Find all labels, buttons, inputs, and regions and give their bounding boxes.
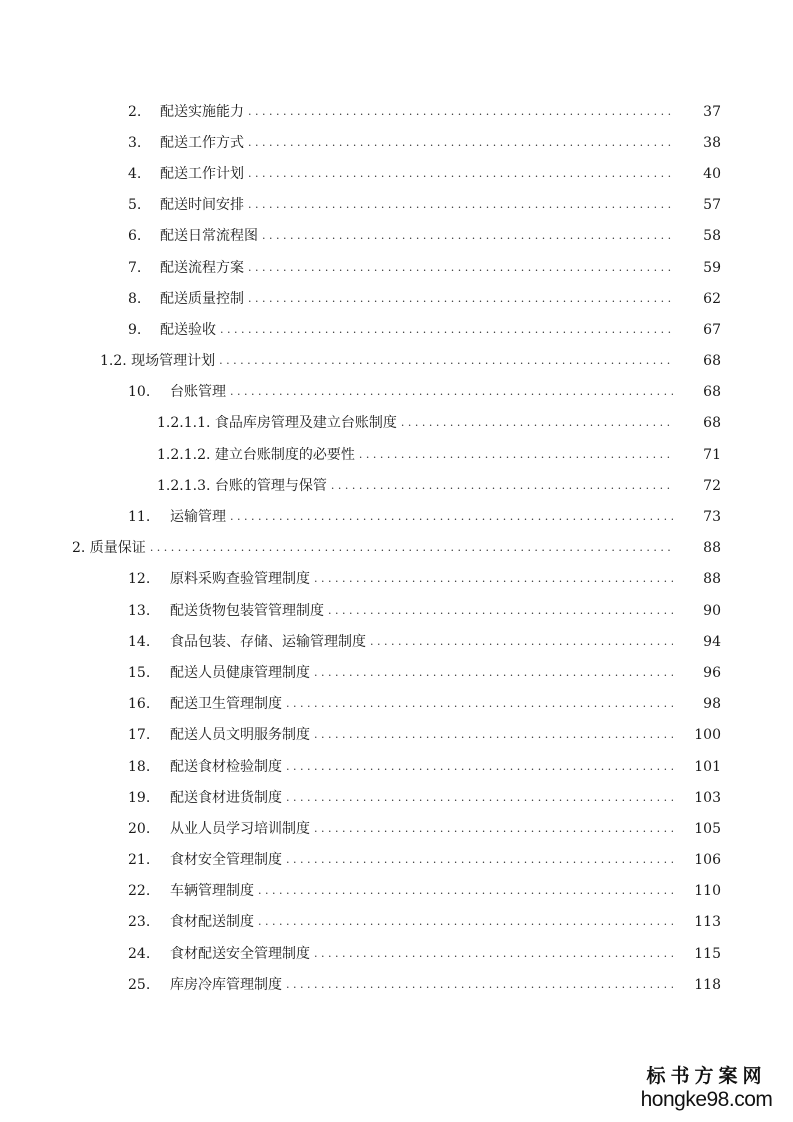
toc-entry-number: 10. [128,384,151,401]
toc-entry[interactable] [0,938,793,969]
toc-entry-page: 40 [703,165,721,182]
watermark-url: hongke98.com [640,1088,773,1111]
toc-entry-title: 配送验收 [160,321,216,338]
toc-entry-number: 22. [128,883,151,900]
toc-entry-page: 73 [703,509,721,526]
toc-entry-title: 库房冷库管理制度 [170,976,282,993]
toc-dot-leader [286,758,673,776]
toc-entry-number: 24. [128,945,151,962]
toc-dot-leader [248,134,673,152]
toc-entry-page: 113 [694,914,721,931]
toc-entry-number: 23. [128,914,151,931]
toc-entry-title: 配送食材进货制度 [170,789,282,806]
toc-entry[interactable] [0,626,793,657]
toc-entry-page: 68 [703,353,721,370]
toc-entry[interactable] [0,158,793,189]
toc-entry-number: 19. [128,789,151,806]
site-watermark [634,1064,779,1112]
toc-chapter-entry[interactable] [0,533,793,564]
toc-entry-page: 110 [694,883,721,900]
toc-subsection-entry[interactable] [0,408,793,439]
toc-entry-title: 1.2. 现场管理计划 [100,353,216,370]
toc-entry-page: 68 [703,384,721,401]
toc-entry-page: 88 [703,540,721,557]
toc-dot-leader [370,633,673,651]
toc-entry-title: 食材配送安全管理制度 [170,945,310,962]
toc-subsection-entry[interactable] [0,439,793,470]
toc-dot-leader [314,945,673,963]
toc-entry-number: 15. [128,664,151,681]
toc-entry[interactable] [0,564,793,595]
toc-entry[interactable] [0,314,793,345]
toc-dot-leader [248,103,673,121]
toc-dot-leader [286,695,673,713]
toc-entry-number: 20. [128,820,151,837]
toc-dot-leader [230,508,673,526]
toc-entry-title: 食品包装、存储、运输管理制度 [170,633,366,650]
toc-entry-page: 62 [703,290,721,307]
toc-entry-page: 59 [703,259,721,276]
watermark-site-name: 标书方案网 [646,1065,767,1087]
toc-entry-title: 配送工作方式 [160,134,244,151]
toc-dot-leader [401,414,673,432]
toc-entry-page: 90 [703,602,721,619]
toc-dot-leader [286,851,673,869]
toc-entry-number: 12. [128,571,151,588]
toc-entry-title: 1.2.1.1. 食品库房管理及建立台账制度 [157,415,397,432]
toc-entry-page: 67 [703,321,721,338]
toc-entry-title: 配送人员文明服务制度 [170,727,310,744]
toc-dot-leader [314,664,673,682]
toc-entry-page: 94 [703,633,721,650]
toc-dot-leader [262,227,673,245]
toc-entry[interactable] [0,96,793,127]
toc-entry-title: 1.2.1.2. 建立台账制度的必要性 [157,446,355,463]
toc-entry-number: 18. [128,758,151,775]
toc-entry-number: 7. [128,259,142,276]
toc-entry-number: 25. [128,976,151,993]
toc-dot-leader [230,383,673,401]
toc-entry-page: 71 [703,446,721,463]
toc-entry-title: 1.2.1.3. 台账的管理与保管 [157,477,327,494]
toc-entry[interactable] [0,377,793,408]
toc-entry-page: 96 [703,664,721,681]
toc-entry-number: 16. [128,696,151,713]
toc-entry-page: 101 [694,758,721,775]
toc-entry-title: 车辆管理制度 [170,883,254,900]
toc-entry-page: 37 [703,103,721,120]
toc-entry-page: 115 [694,945,721,962]
toc-entry-number: 8. [128,290,142,307]
toc-dot-leader [286,976,673,994]
toc-entry-title: 配送人员健康管理制度 [170,664,310,681]
toc-entry-title: 配送质量控制 [160,290,244,307]
toc-dot-leader [219,352,673,370]
toc-entry-page: 57 [703,197,721,214]
toc-entry[interactable] [0,813,793,844]
toc-entry[interactable] [0,689,793,720]
toc-entry-title: 配送日常流程图 [160,228,258,245]
toc-dot-leader [258,913,673,931]
toc-dot-leader [248,196,673,214]
toc-entry[interactable] [0,127,793,158]
toc-dot-leader [150,539,673,557]
table-of-contents [0,96,793,1000]
toc-entry-number: 9. [128,321,142,338]
toc-entry-title: 配送工作计划 [160,165,244,182]
toc-entry-number: 21. [128,852,151,869]
toc-entry-title: 配送卫生管理制度 [170,696,282,713]
toc-entry[interactable] [0,252,793,283]
toc-entry-number: 17. [128,727,151,744]
toc-entry-title: 运输管理 [170,509,226,526]
toc-entry[interactable] [0,595,793,626]
toc-entry-title: 配送流程方案 [160,259,244,276]
toc-dot-leader [286,789,673,807]
toc-dot-leader [359,446,673,464]
toc-entry[interactable] [0,782,793,813]
toc-dot-leader [328,602,673,620]
toc-entry-page: 72 [703,477,721,494]
toc-entry-number: 6. [128,228,142,245]
toc-entry-title: 台账管理 [170,384,226,401]
toc-entry[interactable] [0,221,793,252]
toc-dot-leader [314,570,673,588]
toc-section-entry[interactable] [0,346,793,377]
toc-entry-page: 106 [694,852,721,869]
toc-entry-title: 食材配送制度 [170,914,254,931]
toc-entry-number: 13. [128,602,151,619]
toc-entry-title: 食材安全管理制度 [170,852,282,869]
toc-entry-title: 从业人员学习培训制度 [170,820,310,837]
toc-entry-number: 4. [128,165,142,182]
toc-entry[interactable] [0,751,793,782]
toc-entry-page: 103 [694,789,721,806]
toc-entry-title: 配送食材检验制度 [170,758,282,775]
toc-entry[interactable] [0,720,793,751]
toc-entry-page: 38 [703,134,721,151]
toc-entry[interactable] [0,969,793,1000]
toc-entry-page: 58 [703,228,721,245]
toc-dot-leader [248,290,673,308]
toc-entry-page: 105 [694,820,721,837]
toc-entry[interactable] [0,907,793,938]
toc-dot-leader [220,321,673,339]
toc-entry[interactable] [0,876,793,907]
toc-entry[interactable] [0,283,793,314]
toc-dot-leader [331,477,673,495]
toc-subsection-entry[interactable] [0,470,793,501]
toc-entry-title: 配送时间安排 [160,197,244,214]
toc-entry-number: 5. [128,197,142,214]
toc-entry[interactable] [0,845,793,876]
toc-entry-number: 2. [128,103,142,120]
toc-entry-page: 68 [703,415,721,432]
toc-entry[interactable] [0,501,793,532]
toc-entry-title: 配送实施能力 [160,103,244,120]
toc-entry-number: 11. [128,509,151,526]
toc-entry-title: 原料采购查验管理制度 [170,571,310,588]
toc-entry-page: 100 [694,727,721,744]
toc-dot-leader [248,165,673,183]
toc-entry-page: 98 [703,696,721,713]
toc-entry-number: 14. [128,633,151,650]
toc-entry-number: 3. [128,134,142,151]
toc-entry-page: 88 [703,571,721,588]
toc-dot-leader [248,259,673,277]
toc-entry-page: 118 [694,976,721,993]
toc-entry-title: 2. 质量保证 [72,540,146,557]
toc-entry-title: 配送货物包装管管理制度 [170,602,324,619]
toc-entry[interactable] [0,657,793,688]
toc-dot-leader [314,726,673,744]
toc-dot-leader [258,882,673,900]
toc-dot-leader [314,820,673,838]
toc-entry[interactable] [0,190,793,221]
